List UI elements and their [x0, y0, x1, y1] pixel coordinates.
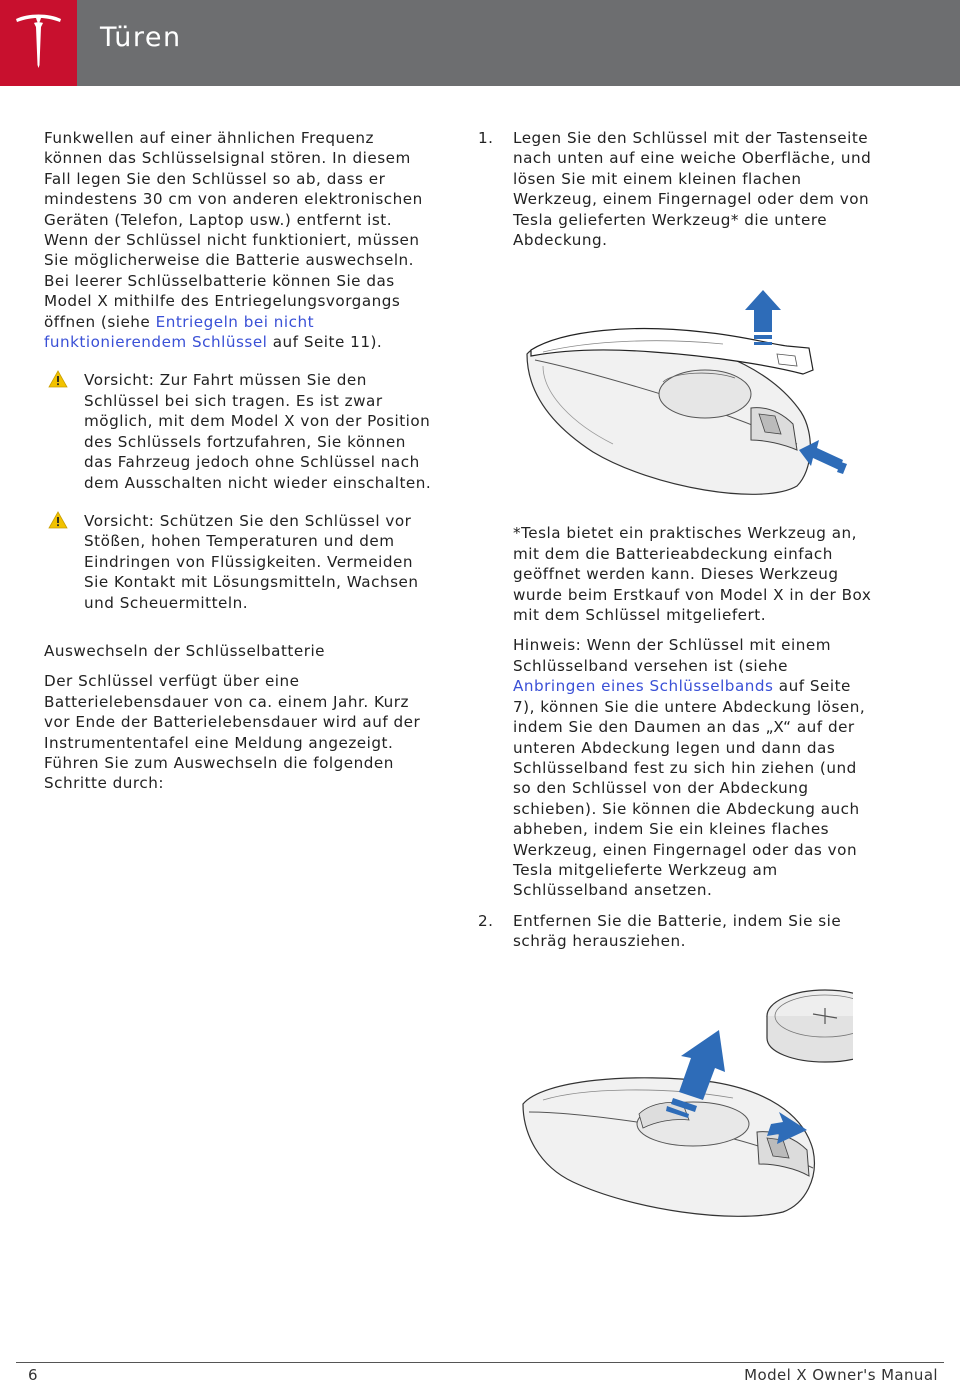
page-title: Türen	[100, 22, 182, 53]
caution-text-1: Vorsicht: Zur Fahrt müssen Sie den Schlüssel bei sich tragen. Es ist zwar möglich, mit dem Model X von der Position des Schlüssels fortzufahren, Sie können das Fahrzeug jedoch ohne Schlüssel nach dem Ausschalten nicht wieder einschalten.	[84, 371, 432, 492]
footer-divider	[16, 1362, 944, 1363]
warning-icon	[48, 370, 68, 388]
logo-box	[0, 0, 77, 86]
step-text: Legen Sie den Schlüssel mit der Tastenseite nach unten auf eine weiche Oberfläche, und lösen Sie mit einem kleinen flachen Werkzeug, einem Fingernagel oder dem von Tesla gelieferten Werkzeug* die untere Abdeckung.	[513, 129, 872, 250]
step-text: Entfernen Sie die Batterie, indem Sie sie schräg herausziehen.	[513, 911, 842, 951]
strap-link[interactable]: Anbringen eines Schlüsselbands	[513, 677, 774, 696]
unlock-link[interactable]: Entriegeln bei nicht funktionierendem Schlüssel	[44, 312, 315, 352]
battery-removal-illustration	[513, 972, 853, 1222]
caution-block-1	[44, 370, 438, 492]
tool-footnote: *Tesla bietet ein praktisches Werkzeug an, mit dem die Batterieabdeckung einfach geöffnet werden kann. Dieses Werkzeug wurde beim Erstkauf von Model X in der Box mit dem Schlüssel mitgeliefert.	[513, 524, 872, 625]
tesla-logo-icon	[14, 13, 63, 69]
step-number: 2.	[478, 911, 494, 930]
caution-block-2	[44, 511, 438, 613]
step-2	[478, 911, 874, 952]
page-number: 6	[28, 1366, 38, 1384]
caution-text-2: Vorsicht: Schützen Sie den Schlüssel vor Stößen, hohen Temperaturen und dem Eindringen von Flüssigkeiten. Vermeiden Sie Kontakt mit Lösungsmitteln, Wachsen und Scheuermitteln.	[84, 511, 419, 612]
page-header	[0, 0, 960, 86]
step-number: 1.	[478, 129, 494, 147]
key-cover-removal-illustration	[513, 274, 853, 499]
step-1	[478, 128, 874, 250]
section-heading: Auswechseln der Schlüsselbatterie	[44, 641, 326, 660]
battery-body-text: Der Schlüssel verfügt über eine Batterielebensdauer von ca. einem Jahr. Kurz vor Ende der Batterielebensdauer wird auf der Instrumententafel eine Meldung angezeigt. Führen Sie zum Auswechseln die folgenden Schritte durch:	[44, 672, 421, 793]
right-column	[478, 128, 874, 1222]
footer-manual-title: Model X Owner's Manual	[744, 1366, 938, 1384]
warning-icon	[48, 511, 68, 529]
left-column	[44, 128, 438, 804]
intro-paragraph: Funkwellen auf einer ähnlichen Frequenz können das Schlüsselsignal stören. In diesem Fall legen Sie den Schlüssel so ab, dass er mindestens 30 cm von anderen elektronischen Geräten (Telefon, Laptop usw.) entfernt ist. Wenn der Schlüssel nicht funktioniert, müssen Sie möglicherweise die Batterie auswechseln. Bei leerer Schlüsselbatterie können Sie das Model X mithilfe des Entriegelungsvorgangs öffnen (siehe Entriegeln bei nicht funktionierendem Schlüssel auf Seite 11).	[44, 129, 423, 352]
strap-note: Hinweis: Wenn der Schlüssel mit einem Schlüsselband versehen ist (siehe Anbringen eines Schlüsselbands auf Seite 7), können Sie die untere Abdeckung lösen, indem Sie den Daumen an das „X“ auf der unteren Abdeckung legen und dann das Schlüsselband fest zu sich hin ziehen (und so den Schlüssel von der Abdeckung schieben). Sie können die Abdeckung auch abheben, indem Sie ein kleines flaches Werkzeug, einen Fingernagel oder das von Tesla mitgelieferte Werkzeug am Schlüsselband ansetzen.	[513, 636, 866, 900]
